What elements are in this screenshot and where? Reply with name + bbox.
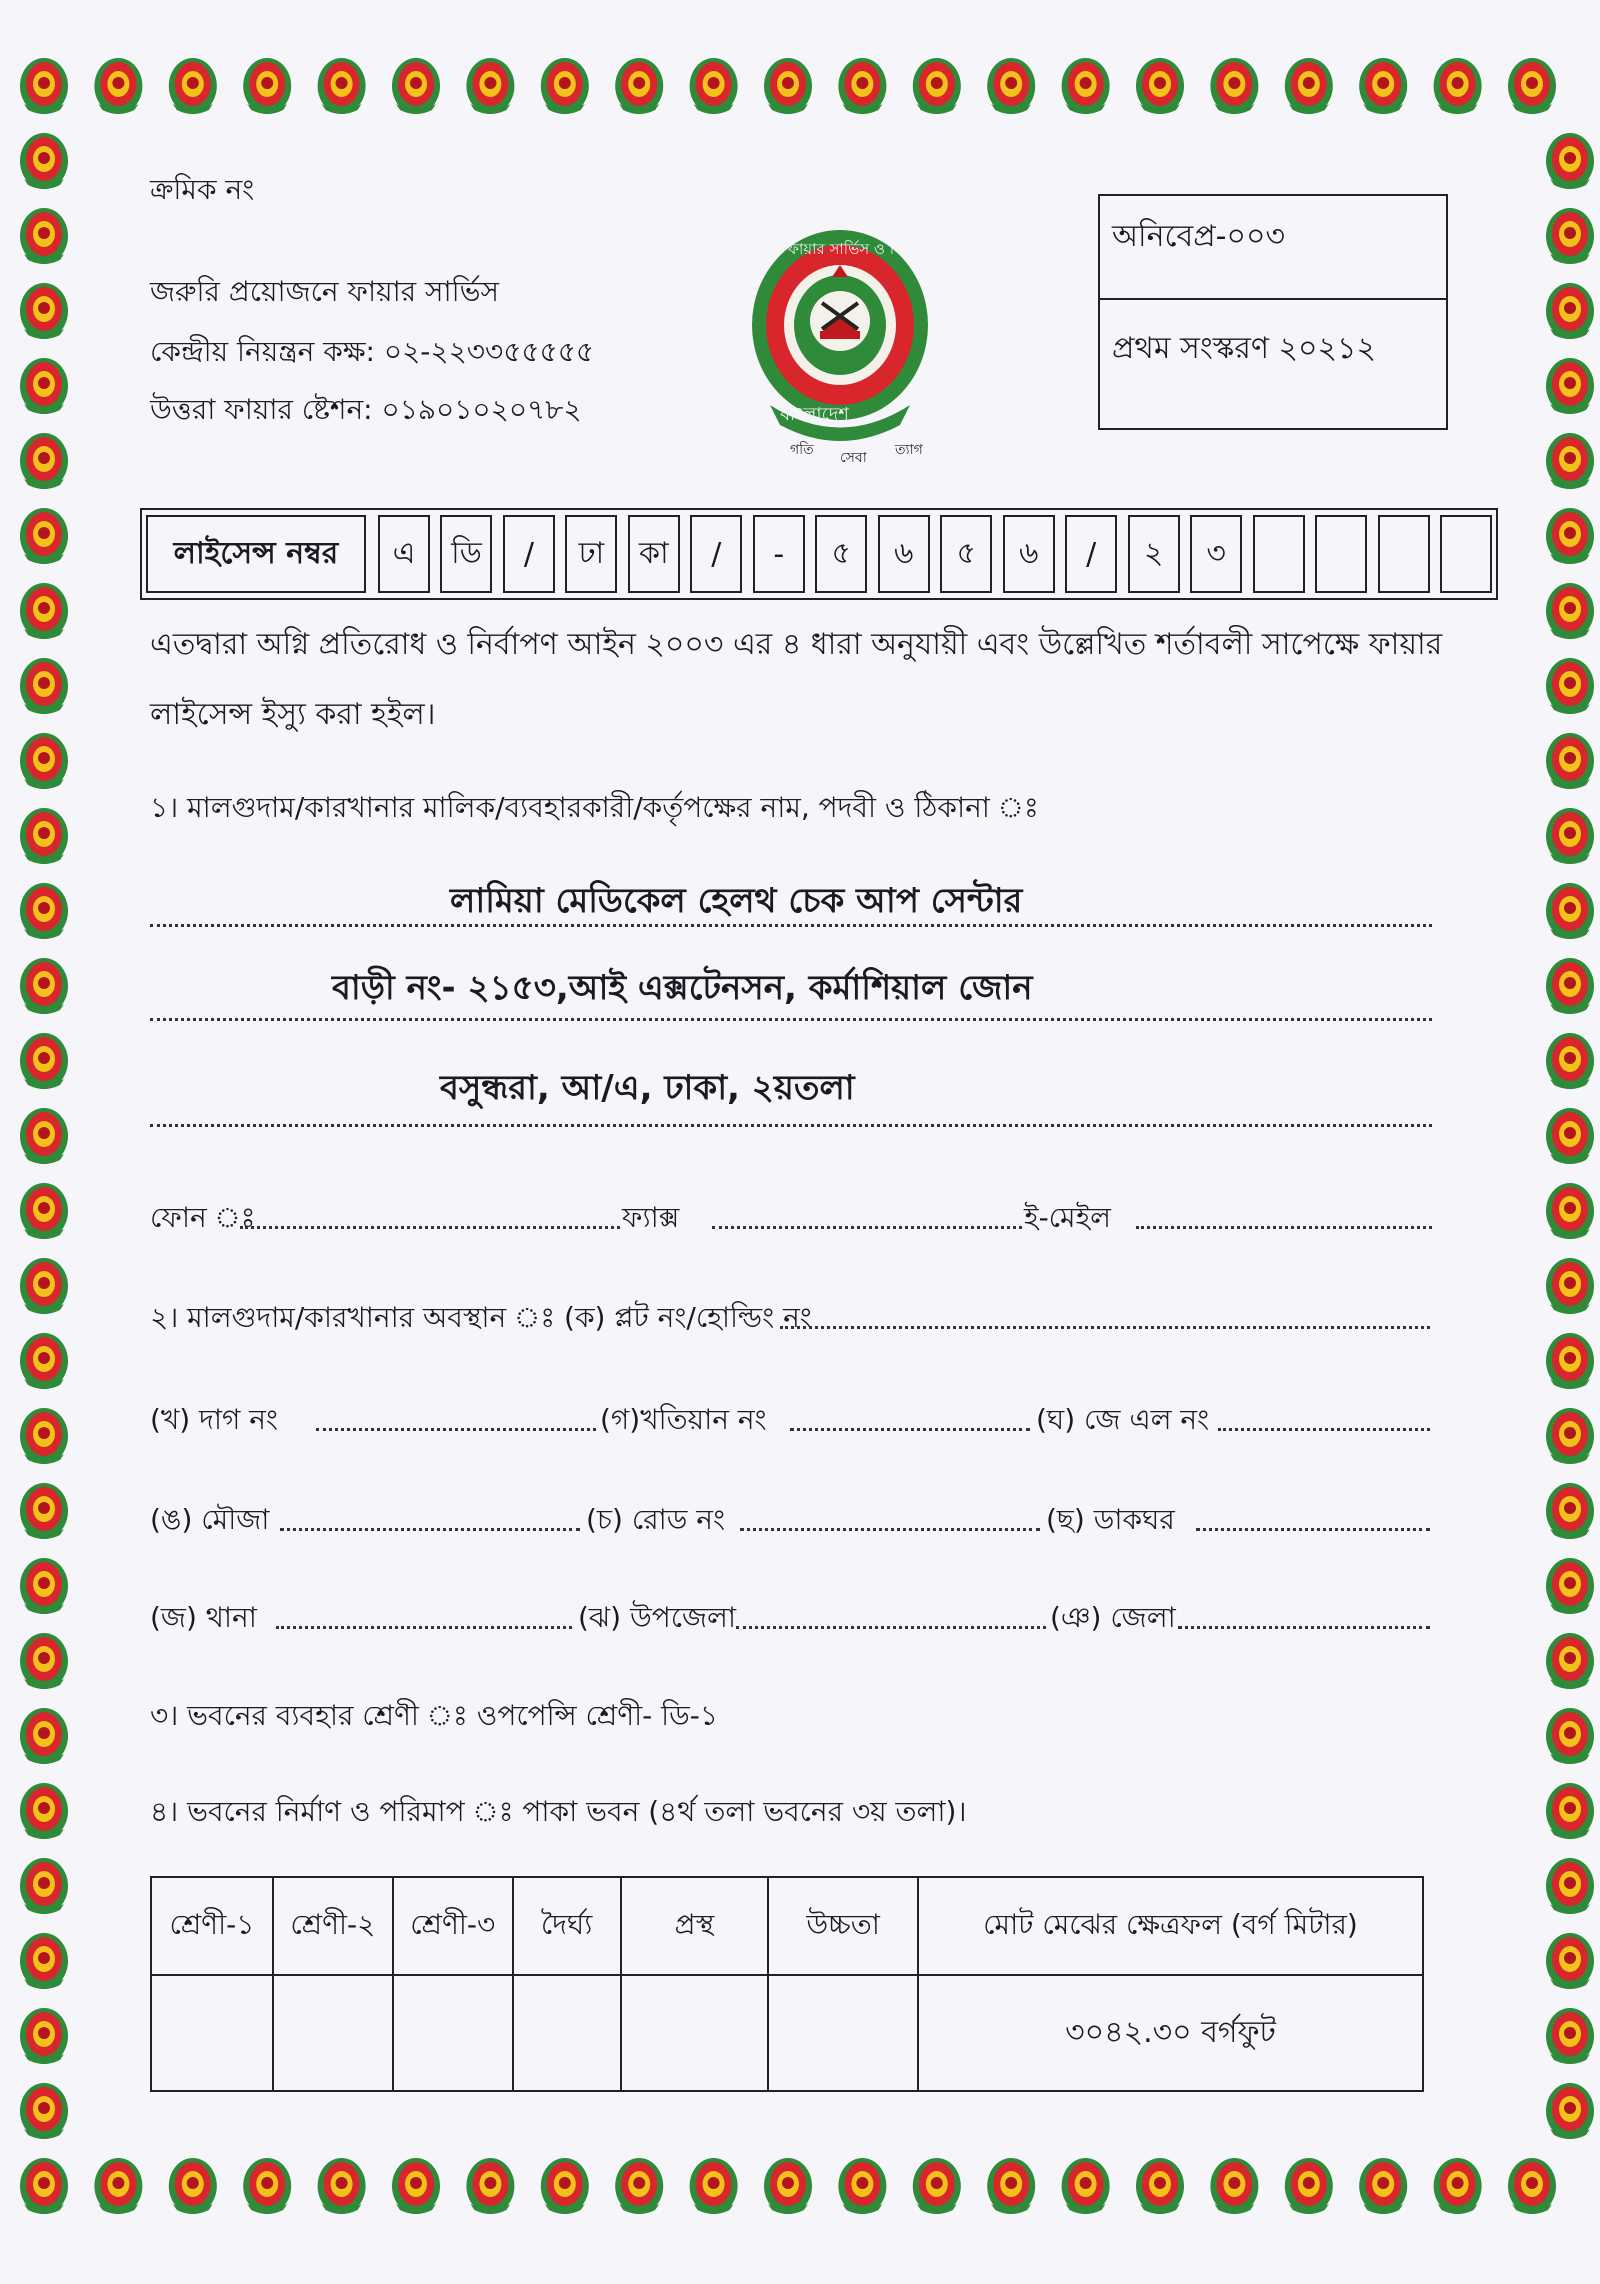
- emblem-icon: [1359, 2158, 1407, 2214]
- emblem-icon: [94, 2158, 142, 2214]
- measurement-table: [150, 1876, 1424, 2092]
- emblem-icon: [20, 2158, 68, 2214]
- logo-top-text: ফায়ার সার্ভিস ও সিভিল ডিফেন্স: [788, 240, 980, 258]
- emblem-icon: [1546, 1708, 1594, 1764]
- emblem-icon: [1210, 2158, 1258, 2214]
- email-field[interactable]: [1136, 1226, 1432, 1229]
- logo-bottom-text: বাংলাদেশ: [780, 404, 849, 425]
- emblem-icon: [20, 1633, 68, 1689]
- emblem-icon: [318, 2158, 366, 2214]
- road-field[interactable]: [740, 1528, 1040, 1531]
- license-cell: ৫: [940, 515, 992, 593]
- emblem-icon: [1508, 2158, 1556, 2214]
- emblem-icon: [1546, 208, 1594, 264]
- emblem-icon: [764, 58, 812, 114]
- header-class-1: শ্রেণী-১: [151, 1877, 273, 1975]
- section4-construction: ৪। ভবনের নির্মাণ ও পরিমাপ ঃ পাকা ভবন (৪র্থ তলা ভবনের ৩য় তলা)।: [150, 1795, 967, 1828]
- emblem-icon: [1136, 2158, 1184, 2214]
- license-cell: [1440, 515, 1492, 593]
- emblem-icon: [913, 2158, 961, 2214]
- cell-class-3[interactable]: [393, 1975, 513, 2091]
- emblem-icon: [20, 883, 68, 939]
- license-cell: /: [1065, 515, 1117, 593]
- jl-label: (ঘ) জে এল নং: [1036, 1403, 1210, 1436]
- emblem-icon: [1136, 58, 1184, 114]
- emblem-icon: [466, 58, 514, 114]
- emblem-icon: [1546, 508, 1594, 564]
- emblem-icon: [690, 2158, 738, 2214]
- dotted-line: [150, 1124, 1432, 1127]
- emblem-icon: [838, 2158, 886, 2214]
- emblem-icon: [1546, 2083, 1594, 2139]
- emblem-icon: [764, 2158, 812, 2214]
- post-office-field[interactable]: [1196, 1528, 1430, 1531]
- plot-number-field[interactable]: [780, 1326, 1430, 1329]
- emblem-icon: [392, 58, 440, 114]
- mouza-label: (ঙ) মৌজা: [150, 1503, 270, 1536]
- emblem-icon: [169, 2158, 217, 2214]
- license-cell: -: [753, 515, 805, 593]
- serial-label: ক্রমিক নং: [150, 173, 255, 206]
- emergency-title: জরুরি প্রয়োজনে ফায়ার সার্ভিস: [150, 275, 500, 308]
- license-cell: কা: [628, 515, 680, 593]
- emblem-icon: [20, 58, 68, 114]
- license-cell: ঢা: [565, 515, 617, 593]
- emblem-icon: [392, 2158, 440, 2214]
- emblem-icon: [987, 2158, 1035, 2214]
- section3-occupancy: ৩। ভবনের ব্যবহার শ্রেণী ঃ ওপপেন্সি শ্রেণী- ডি-১: [150, 1699, 719, 1732]
- header-total-area: মোট মেঝের ক্ষেত্রফল (বর্গ মিটার): [918, 1877, 1423, 1975]
- fax-label: ফ্যাক্স: [622, 1201, 680, 1234]
- emblem-icon: [1546, 1483, 1594, 1539]
- logo-motto-2: সেবা: [840, 450, 867, 466]
- post-office-label: (ছ) ডাকঘর: [1046, 1503, 1175, 1536]
- emblem-icon: [615, 2158, 663, 2214]
- emblem-icon: [20, 133, 68, 189]
- phone-field[interactable]: [240, 1226, 620, 1229]
- cell-width[interactable]: [621, 1975, 769, 2091]
- dotted-line: [150, 1018, 1432, 1021]
- emblem-icon: [1546, 1108, 1594, 1164]
- emblem-icon: [1546, 133, 1594, 189]
- emblem-icon: [20, 1333, 68, 1389]
- emblem-icon: [20, 1108, 68, 1164]
- intro-line-1: এতদ্বারা অগ্নি প্রতিরোধ ও নির্বাপণ আইন ২০০৩ এর ৪ ধারা অনুযায়ী এবং উল্লেখিত শর্তাবলী সাপেক্ষে ফায়ার: [150, 627, 1443, 662]
- intro-line-2: লাইসেন্স ইস্যু করা হইল।: [150, 697, 436, 732]
- emblem-icon: [1546, 1783, 1594, 1839]
- khatian-label: (গ)খতিয়ান নং: [600, 1403, 767, 1436]
- emblem-icon: [1546, 733, 1594, 789]
- license-cell: [1315, 515, 1367, 593]
- emblem-icon: [1062, 2158, 1110, 2214]
- header-class-3: শ্রেণী-৩: [393, 1877, 513, 1975]
- district-field[interactable]: [1178, 1626, 1430, 1629]
- upazila-field[interactable]: [736, 1626, 1046, 1629]
- upazila-label: (ঝ) উপজেলা: [578, 1601, 737, 1634]
- jl-field[interactable]: [1218, 1428, 1430, 1431]
- license-cell: ডি: [440, 515, 492, 593]
- emblem-icon: [1546, 1183, 1594, 1239]
- emblem-icon: [20, 2008, 68, 2064]
- emblem-icon: [20, 358, 68, 414]
- cell-class-2[interactable]: [273, 1975, 393, 2091]
- emblem-icon: [20, 958, 68, 1014]
- emblem-icon: [20, 583, 68, 639]
- emblem-icon: [1285, 58, 1333, 114]
- emblem-icon: [1546, 958, 1594, 1014]
- dotted-line: [150, 924, 1432, 927]
- emblem-icon: [169, 58, 217, 114]
- address-line-2: বসুন্ধরা, আ/এ, ঢাকা, ২য়তলা: [440, 1068, 855, 1108]
- thana-field[interactable]: [276, 1626, 572, 1629]
- emblem-icon: [20, 283, 68, 339]
- emblem-icon: [1546, 358, 1594, 414]
- logo-motto-1: গতি: [790, 442, 814, 458]
- emblem-icon: [94, 58, 142, 114]
- emblem-icon: [20, 733, 68, 789]
- email-label: ই-মেইল: [1024, 1201, 1112, 1234]
- emblem-icon: [541, 2158, 589, 2214]
- section2-label: ২। মালগুদাম/কারখানার অবস্থান ঃ (ক) প্লট নং/হোল্ডিং নং: [150, 1301, 812, 1334]
- license-label: লাইসেন্স নম্বর: [146, 515, 366, 593]
- cell-total-area: ৩০৪২.৩০ বর্গফুট: [918, 1975, 1423, 2091]
- cell-height[interactable]: [768, 1975, 918, 2091]
- header-width: প্রস্থ: [621, 1877, 769, 1975]
- emblem-icon: [1546, 1333, 1594, 1389]
- header-class-2: শ্রেণী-২: [273, 1877, 393, 1975]
- logo-motto-3: ত্যাগ: [895, 442, 923, 458]
- emblem-icon: [1546, 883, 1594, 939]
- license-cell: [1253, 515, 1305, 593]
- emblem-icon: [20, 1558, 68, 1614]
- emblem-icon: [243, 58, 291, 114]
- dag-field[interactable]: [316, 1428, 596, 1431]
- emblem-icon: [913, 58, 961, 114]
- emblem-icon: [20, 1933, 68, 1989]
- header-length: দৈর্ঘ্য: [513, 1877, 621, 1975]
- emblem-icon: [466, 2158, 514, 2214]
- form-code-divider: [1098, 298, 1448, 300]
- emblem-icon: [1546, 1258, 1594, 1314]
- section1-label: ১। মালগুদাম/কারখানার মালিক/ব্যবহারকারী/কর্তৃপক্ষের নাম, পদবী ও ঠিকানা ঃ: [150, 791, 1039, 824]
- emblem-icon: [20, 1408, 68, 1464]
- emblem-icon: [20, 2083, 68, 2139]
- license-cell: ৩: [1190, 515, 1242, 593]
- emblem-icon: [1434, 58, 1482, 114]
- emblem-icon: [987, 58, 1035, 114]
- road-label: (চ) রোড নং: [586, 1503, 726, 1536]
- emblem-icon: [20, 1783, 68, 1839]
- emblem-icon: [20, 1483, 68, 1539]
- emblem-icon: [1546, 583, 1594, 639]
- emblem-icon: [1546, 283, 1594, 339]
- header-height: উচ্চতা: [768, 1877, 918, 1975]
- emblem-icon: [1062, 58, 1110, 114]
- emblem-icon: [1546, 1933, 1594, 1989]
- thana-label: (জ) থানা: [150, 1601, 257, 1634]
- license-cell: এ: [378, 515, 430, 593]
- emblem-icon: [20, 508, 68, 564]
- emblem-icon: [1546, 1858, 1594, 1914]
- emblem-icon: [1546, 1408, 1594, 1464]
- emblem-icon: [20, 1258, 68, 1314]
- district-label: (ঞ) জেলা: [1050, 1601, 1176, 1634]
- emblem-icon: [1546, 2008, 1594, 2064]
- emblem-icon: [1546, 1633, 1594, 1689]
- emblem-icon: [541, 58, 589, 114]
- dag-label: (খ) দাগ নং: [150, 1403, 278, 1436]
- emblem-icon: [20, 1183, 68, 1239]
- emblem-icon: [1359, 58, 1407, 114]
- emblem-icon: [1546, 433, 1594, 489]
- emblem-icon: [20, 433, 68, 489]
- central-control-number: কেন্দ্রীয় নিয়ন্ত্রন কক্ষ: ০২-২২৩৩৫৫৫৫৫: [150, 335, 595, 368]
- emblem-icon: [20, 1708, 68, 1764]
- emblem-icon: [1546, 1033, 1594, 1089]
- cell-length[interactable]: [513, 1975, 621, 2091]
- emblem-icon: [838, 58, 886, 114]
- emblem-icon: [243, 2158, 291, 2214]
- emblem-icon: [1546, 1558, 1594, 1614]
- emblem-icon: [1210, 58, 1258, 114]
- license-cell: ২: [1128, 515, 1180, 593]
- form-edition: প্রথম সংস্করণ ২০২১২: [1112, 331, 1377, 366]
- owner-name: লামিয়া মেডিকেল হেলথ চেক আপ সেন্টার: [450, 881, 1023, 921]
- license-cell: /: [690, 515, 742, 593]
- emblem-icon: [20, 808, 68, 864]
- emblem-icon: [1546, 658, 1594, 714]
- license-cell: ৬: [878, 515, 930, 593]
- form-code: অনিবেপ্র-০০৩: [1112, 219, 1285, 254]
- license-cell: [1378, 515, 1430, 593]
- address-line-1: বাড়ী নং- ২১৫৩,আই এক্সটেনসন, কর্মাশিয়াল জোন: [332, 968, 1033, 1008]
- emblem-icon: [690, 58, 738, 114]
- license-cell: ৫: [815, 515, 867, 593]
- emblem-icon: [318, 58, 366, 114]
- phone-label: ফোন ঃ: [150, 1201, 256, 1234]
- emblem-icon: [1546, 808, 1594, 864]
- fax-field[interactable]: [712, 1226, 1022, 1229]
- uttara-station-number: উত্তরা ফায়ার ষ্টেশন: ০১৯০১০২০৭৮২: [150, 393, 582, 426]
- emblem-icon: [615, 58, 663, 114]
- emblem-icon: [1508, 58, 1556, 114]
- emblem-icon: [1285, 2158, 1333, 2214]
- emblem-icon: [20, 1858, 68, 1914]
- emblem-icon: [20, 1033, 68, 1089]
- emblem-icon: [20, 208, 68, 264]
- cell-class-1[interactable]: [151, 1975, 273, 2091]
- emblem-icon: [20, 658, 68, 714]
- license-cell: ৬: [1003, 515, 1055, 593]
- license-cell: /: [503, 515, 555, 593]
- mouza-field[interactable]: [280, 1528, 580, 1531]
- khatian-field[interactable]: [790, 1428, 1030, 1431]
- emblem-icon: [1434, 2158, 1482, 2214]
